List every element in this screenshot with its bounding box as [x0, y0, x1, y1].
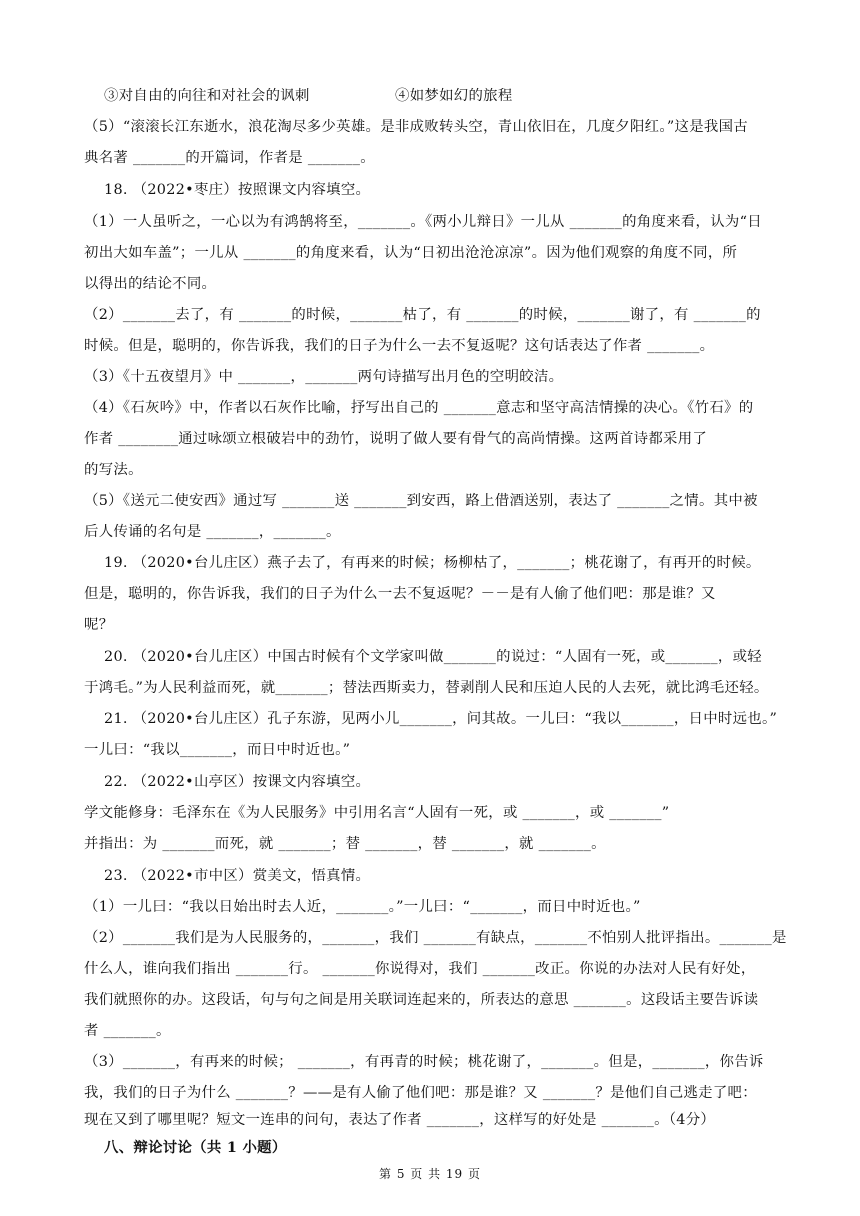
q21-line2: 一儿曰：“我以_______，而日中时近也。”: [84, 742, 351, 758]
q18-part5-line1: （5）《送元二使安西》通过写 _______送 _______到安西，路上借酒送别，表达了 _______之情。其中被: [84, 493, 758, 509]
q23-part1: （1）一儿曰：“我以日始出时去人近，_______。”一儿曰：“_______，而日中时近也。”: [84, 899, 641, 915]
q17-option-3: ③对自由的向往和对社会的讽刺: [104, 88, 310, 104]
q22-line1: 学文能修身：毛泽东在《为人民服务》中引用名言“人固有一死，或 _______，或 _______”: [84, 805, 670, 821]
q23-part2-line1: （2）_______我们是为人民服务的，_______，我们 _______有缺点，_______不怕别人批评指出。_______是: [84, 930, 787, 946]
q23-part2-line4: 者 _______。: [84, 1023, 171, 1039]
q18-part2-line1: （2）_______去了，有 _______的时候，_______枯了，有 _______的时候，_______谢了，有 _______的: [84, 307, 761, 323]
section-8-heading: 八、辩论讨论（共 1 小题）: [104, 1139, 287, 1156]
q18-part1-line3: 以得出的结论不同。: [84, 276, 217, 292]
q19-line1: 19. （2020•台儿庄区）燕子去了，有再来的时候；杨柳枯了，_______；桃花谢了，有再开的时候。: [104, 555, 761, 571]
q23-part3-line1: （3）_______，有再来的时候； _______，有再青的时候；桃花谢了，_______。但是，_______，你告诉: [84, 1054, 764, 1070]
q22-heading: 22. （2022•山亭区）按课文内容填空。: [104, 774, 371, 790]
q18-heading: 18. （2022•枣庄）按照课文内容填空。: [104, 182, 371, 198]
q23-part2-line2: 什么人，谁向我们指出 _______行。 _______你说得对，我们 _______改正。你说的办法对人民有好处，: [84, 961, 756, 977]
q18-part4-line2: 作者 ________通过咏颂立根破岩中的劲竹，说明了做人要有骨气的高尚情操。这两首诗都采用了: [84, 431, 708, 447]
q18-part4-line3: 的写法。: [84, 462, 143, 478]
page-footer: 第 5 页 共 19 页: [379, 1167, 481, 1181]
q21-line1: 21. （2020•台儿庄区）孔子东游，见两小儿_______，问其故。一儿曰：“我以_______，日中时远也。”: [104, 711, 778, 727]
q17-part5-line1: （5）“滚滚长江东逝水，浪花淘尽多少英雄。是非成败转头空，青山依旧在，几度夕阳红。”这是我国古: [84, 119, 748, 135]
q23-part3-line3: 现在又到了哪里呢？短文一连串的问句，表达了作者 _______，这样写的好处是 _______。（4分）: [84, 1112, 716, 1128]
q23-heading: 23. （2022•市中区）赏美文，悟真情。: [104, 868, 371, 884]
q20-line1: 20. （2020•台儿庄区）中国古时候有个文学家叫做_______的说过：“人固有一死，或_______，或轻: [104, 649, 762, 665]
q22-line2: 并指出：为 _______而死，就 _______；替 _______，替 _______，就 _______。: [84, 836, 606, 852]
q23-part2-line3: 我们就照你的办。这段话，句与句之间是用关联词连起来的，所表达的意思 _______。这段话主要告诉读: [84, 992, 759, 1008]
q18-part5-line2: 后人传诵的名句是 _______，_______。: [84, 524, 341, 540]
q18-part1-line2: 初出大如车盖”；一儿从 _______的角度来看，认为“日初出沧沧凉凉”。因为他们观察的角度不同，所: [84, 245, 738, 261]
q18-part1-line1: （1）一人虽听之，一心以为有鸿鹄将至，_______。《两小儿辩日》一儿从 _______的角度来看，认为“日: [84, 214, 762, 230]
q20-line2: 于鸿毛。”为人民利益而死，就_______；替法西斯卖力，替剥削人民和压迫人民的人去死，就比鸿毛还轻。: [84, 680, 769, 696]
q19-line3: 呢？: [84, 617, 114, 633]
q19-line2: 但是，聪明的，你告诉我，我们的日子为什么一去不复返呢？－－是有人偷了他们吧：那是谁？又: [84, 586, 716, 602]
q18-part4-line1: （4）《石灰吟》中，作者以石灰作比喻，抒写出自己的 _______意志和坚守高洁情操的决心。《竹石》的: [84, 400, 754, 416]
q18-part3: （3）《十五夜望月》中 _______，_______两句诗描写出月色的空明皎洁。: [84, 369, 564, 385]
q23-part3-line2: 我，我们的日子为什么 _______？——是有人偷了他们吧：那是谁？又 _______？是他们自己逃走了吧：: [84, 1085, 757, 1101]
q17-option-4: ④如梦如幻的旅程: [395, 88, 513, 104]
q18-part2-line2: 时候。但是，聪明的，你告诉我，我们的日子为什么一去不复返呢？这句话表达了作者 _______。: [84, 338, 715, 354]
q17-part5-line2: 典名著 _______的开篇词，作者是 _______。: [84, 150, 375, 166]
